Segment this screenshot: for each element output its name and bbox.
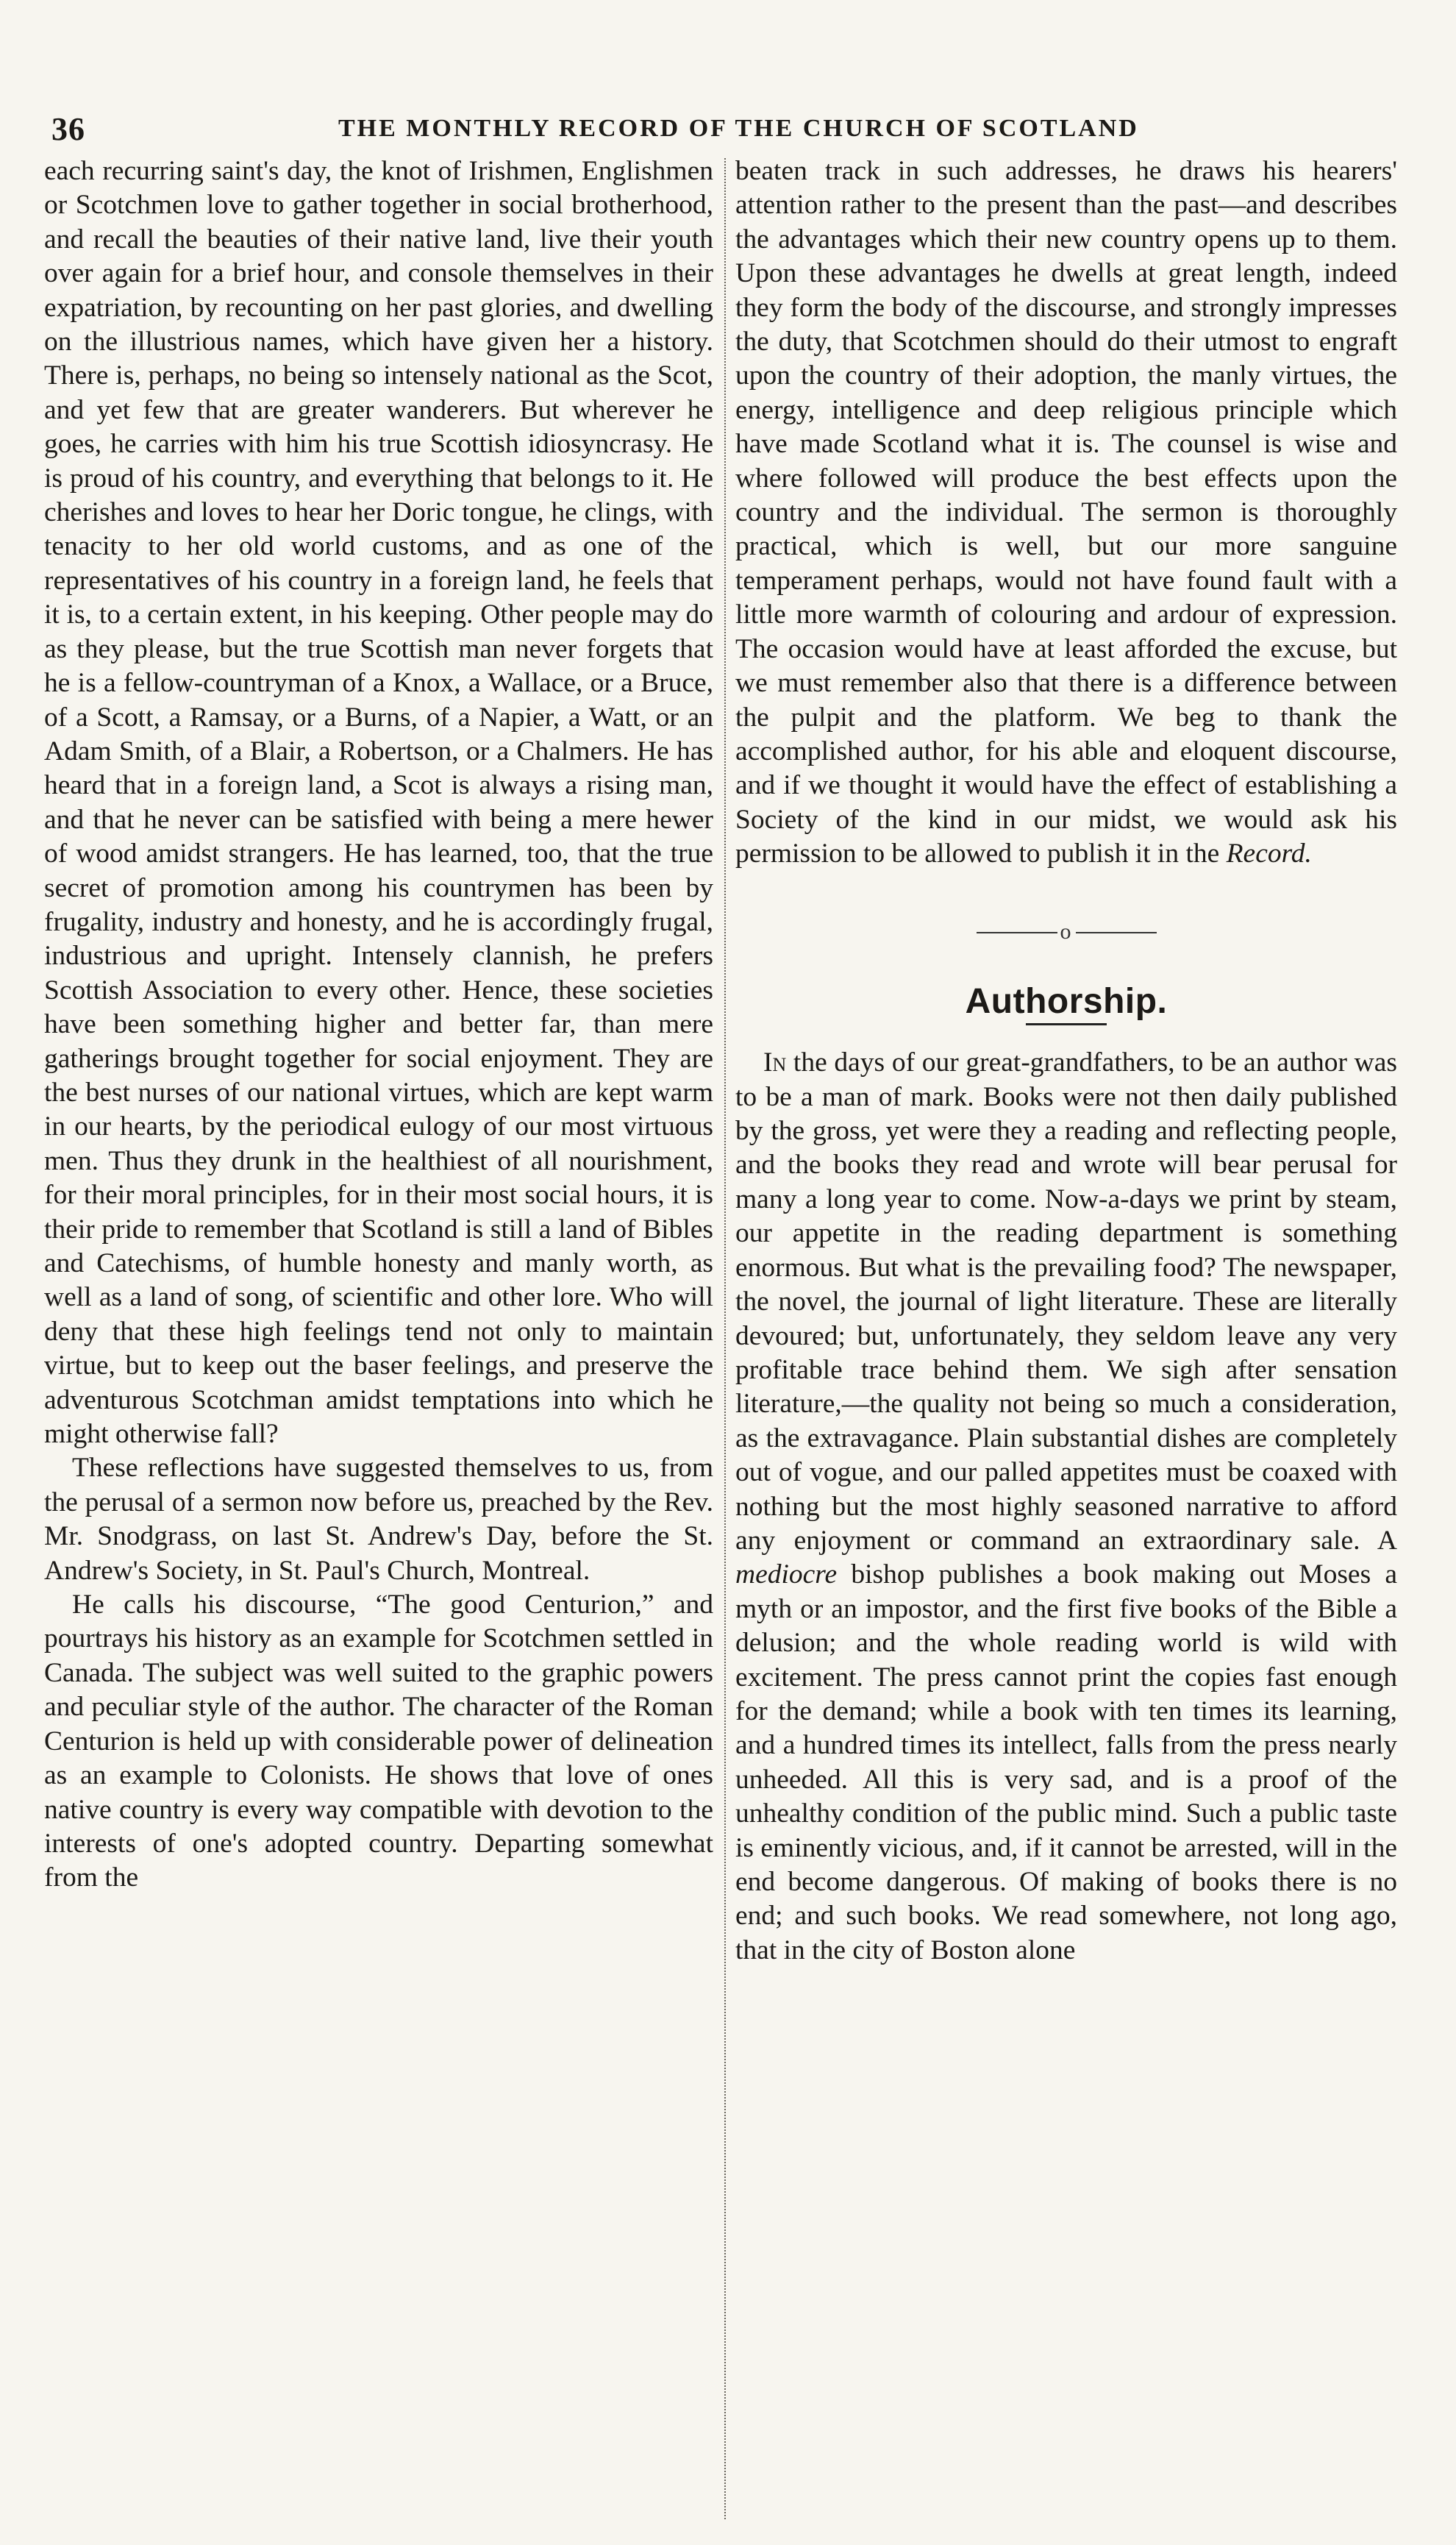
paragraph-reflections: These reflections have suggested themselves to us, from the perusal of a sermon now before us, preached by the Rev. Mr. Snodgrass, on last St. Andrew's Day, before the St. Andrew's Society, in St. Paul's Church, Montreal.	[44, 1453, 713, 1586]
divider-line-left	[977, 932, 1057, 933]
section-heading: Authorship.	[965, 981, 1168, 1021]
divider-line-right	[1076, 932, 1157, 933]
running-head	[51, 110, 1390, 147]
left-column	[44, 154, 713, 2530]
journal-title: THE MONTHLY RECORD OF THE CHURCH OF SCOTLAND	[338, 115, 1139, 142]
opening-word: In	[763, 1047, 787, 1078]
heading-rule	[1026, 1023, 1107, 1025]
paragraph-continued: each recurring saint's day, the knot of Irishmen, Englishmen or Scotchmen love to gather together in social brotherhood, and recall the beauties of their native land, live their youth over again for a brief hour, and console themselves in their expatriation, by recounting on her past glories, and dwelling on the illustrious names, which have given her a history. There is, perhaps, no being so intensely national as the Scot, and yet few that are greater wanderers. But wherever he goes, he carries with him his true Scottish idiosyncrasy. He is proud of his country, and everything that belongs to it. He cherishes and loves to hear her Doric tongue, he clings, with tenacity to her old world customs, and as one of the representatives of his country in a foreign land, he feels that it is, to a certain extent, in his keeping. Other people may do as they please, but the true Scottish man never forgets that he is a fellow-countryman of a Knox, a Wallace, or a Bruce, of a Scott, a Ramsay, or a Burns, of a Napier, a Watt, or an Adam Smith, of a Blair, a Robertson, or a Chalmers. He has heard that in a foreign land, a Scot is always a rising man, and that he never can be satisfied with being a mere hewer of wood amidst strangers. He has learned, too, that the true secret of promotion among his countrymen has been by frugality, industry and honesty, and he is accordingly frugal, industrious and upright. Intensely clannish, he prefers Scottish Association to every other. Hence, these societies have been something higher and better far, than mere gatherings brought together for social enjoyment. They are the best nurses of our national virtues, which are kept warm in our hearts, by the periodical eulogy of our most virtuous men. Thus they drunk in the healthiest of all nourishment, for their moral principles, for in their most social hours, it is their pride to remember that Scotland is still a land of Bibles and Catechisms, of humble honesty and manly worth, as well as a land of song, of scientific and other lore. Who will deny that these high feelings tend not only to maintain virtue, but to keep out the baser feelings, and preserve the adventurous Scotchman amidst temptations into which he might otherwise fall?	[44, 156, 713, 1450]
authorship-text-2: bishop publishes a book making out Moses a myth or an impostor, and the first five books of the Bible a delusion; and the whole reading world is wild with excitement. The press cannot print the copies fast enough for the demand; while a book with ten times its learning, and a hundred times its intellect, falls from the press nearly unheeded. All this is very sad, and is a proof of the unhealthy condition of the public mind. Such a public taste is eminently vicious, and, if it cannot be arrested, will in the end become dangerous. Of making of books there is no end; and such books. We read somewhere, not long ago, that in the city of Boston alone	[735, 1559, 1397, 1965]
paragraph-authorship	[735, 1046, 1397, 1968]
paragraph-sermon-text: beaten track in such addresses, he draws his hearers' attention rather to the present than the past—and describes the advantages which their new country opens up to them. Upon these advantages he dwells at great length, indeed they form the body of the discourse, and strongly impresses the duty, that Scotchmen should do their utmost to engraft upon the country of their adoption, the manly virtues, the energy, intelligence and deep religious principle which have made Scotland what it is. The counsel is wise and where followed will produce the best effects upon the country and the individual. The sermon is thoroughly practical, which is well, but our more sanguine temperament perhaps, would not have found fault with a little more warmth of colouring and ardour of expression. The occasion would have at least afforded the excuse, but we must remember also that there is a difference between the pulpit and the platform. We beg to thank the accomplished author, for his able and eloquent discourse, and if we thought it would have the effect of establishing a Society of the kind in our midst, we would ask his permission to be allowed to publish it in the	[735, 156, 1397, 869]
column-divider	[724, 158, 726, 2519]
paragraph-sermon-continued	[735, 154, 1397, 872]
divider-mark: o	[1060, 919, 1073, 944]
section-divider	[735, 914, 1397, 950]
authorship-text-1: the days of our great-grandfathers, to be an author was to be a man of mark. Books were not then daily published by the gross, yet were they a reading and reflecting people, and the books they read and wrote will bear perusal for many a long year to come. Now-a-days we print by steam, our appetite in the reading department is something enormous. But what is the prevailing food? The newspaper, the novel, the journal of light literature. These are literally devoured; but, unfortunately, they seldom leave any very profitable trace behind them. We sigh after sensation literature,—the quality not being so much a consideration, as the extravagance. Plain substantial dishes are completely out of vogue, and our palled appetites must be coaxed with nothing but the most highly seasoned narrative to afford any enjoyment or command an extraordinary sale. A	[735, 1047, 1397, 1556]
page-number: 36	[51, 111, 85, 147]
paragraph-centurion: He calls his discourse, “The good Centurion,” and pourtrays his history as an example for Scotchmen settled in Canada. The subject was well suited to the graphic powers and peculiar style of the author. The character of the Roman Centurion is held up with considerable power of delineation as an example to Colonists. He shows that love of ones native country is every way compatible with devotion to the interests of one's adopted country. Departing somewhat from the	[44, 1590, 713, 1893]
mediocre-italic: mediocre	[735, 1559, 838, 1590]
record-italic: Record.	[1226, 839, 1312, 869]
right-column	[735, 154, 1397, 2530]
